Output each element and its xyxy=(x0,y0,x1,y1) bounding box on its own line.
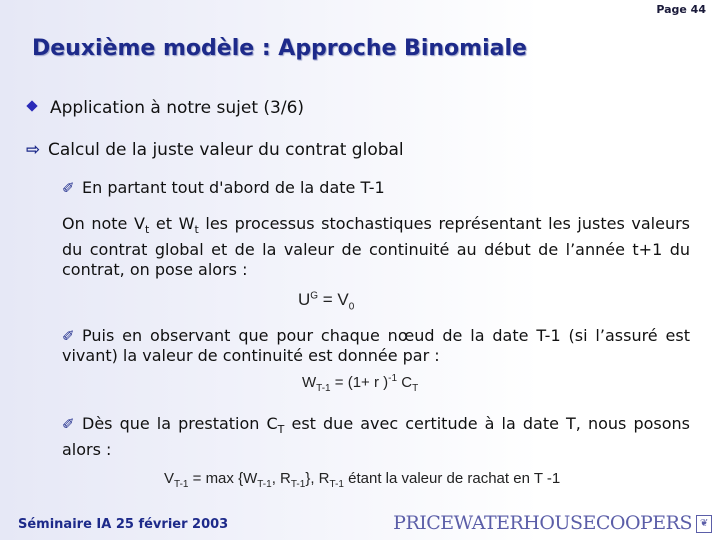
pencil-icon: ✐ xyxy=(62,415,75,433)
logo-mark-icon: ❦ xyxy=(696,515,712,533)
bullet-1-text: Application à notre sujet (3/6) xyxy=(50,98,305,118)
slide-title: Deuxième modèle : Approche Binomiale xyxy=(32,36,527,61)
sub-item-1 xyxy=(62,178,385,197)
diamond-bullet-icon xyxy=(26,100,37,111)
outline-arrow-icon: ⇨ xyxy=(26,140,41,160)
bullet-2-text: Calcul de la juste valeur du contrat global xyxy=(48,140,404,160)
company-logo: PRICEWATERHOUSECOOPERS ❦ xyxy=(393,512,712,534)
bullet-item-2 xyxy=(26,140,404,160)
sub-item-2 xyxy=(62,326,690,366)
pencil-icon: ✐ xyxy=(62,179,75,197)
pencil-icon: ✐ xyxy=(62,327,75,345)
bullet-item-1 xyxy=(28,98,304,118)
footer-seminar: Séminaire IA 25 février 2003 xyxy=(18,517,229,532)
formula-ug: $U^G = V_0$ xyxy=(298,290,355,313)
formula-wt: $W_{T-1} = (1+ r$ )$^{-1}$ $C_T$ xyxy=(302,373,419,394)
sub-item-3: ✐ Dès que la prestation $C_T$ est due avec certitude à la date T, nous posons alors : xyxy=(62,414,690,460)
sub-2-text: Puis en observant que pour chaque nœud de la date T-1 (si l’assuré est vivant) la valeur de continuité est donnée par : xyxy=(62,326,690,365)
definition-paragraph: On note $V_t$ et $W_t$ les processus stochastiques représentant les justes valeurs du contrat global et de la valeur de continuité au début de l’année t+1 du contrat, on pose alors : xyxy=(62,214,691,280)
sub-1-text: En partant tout d'abord de la date T-1 xyxy=(82,178,385,197)
page-number: Page 44 xyxy=(656,3,706,16)
formula-vt: $V_{T-1} = \max \{W_{T-1}$, $R_{T-1}$}, $R_{T-1}$ étant la valeur de rachat en T -1 xyxy=(164,470,561,490)
